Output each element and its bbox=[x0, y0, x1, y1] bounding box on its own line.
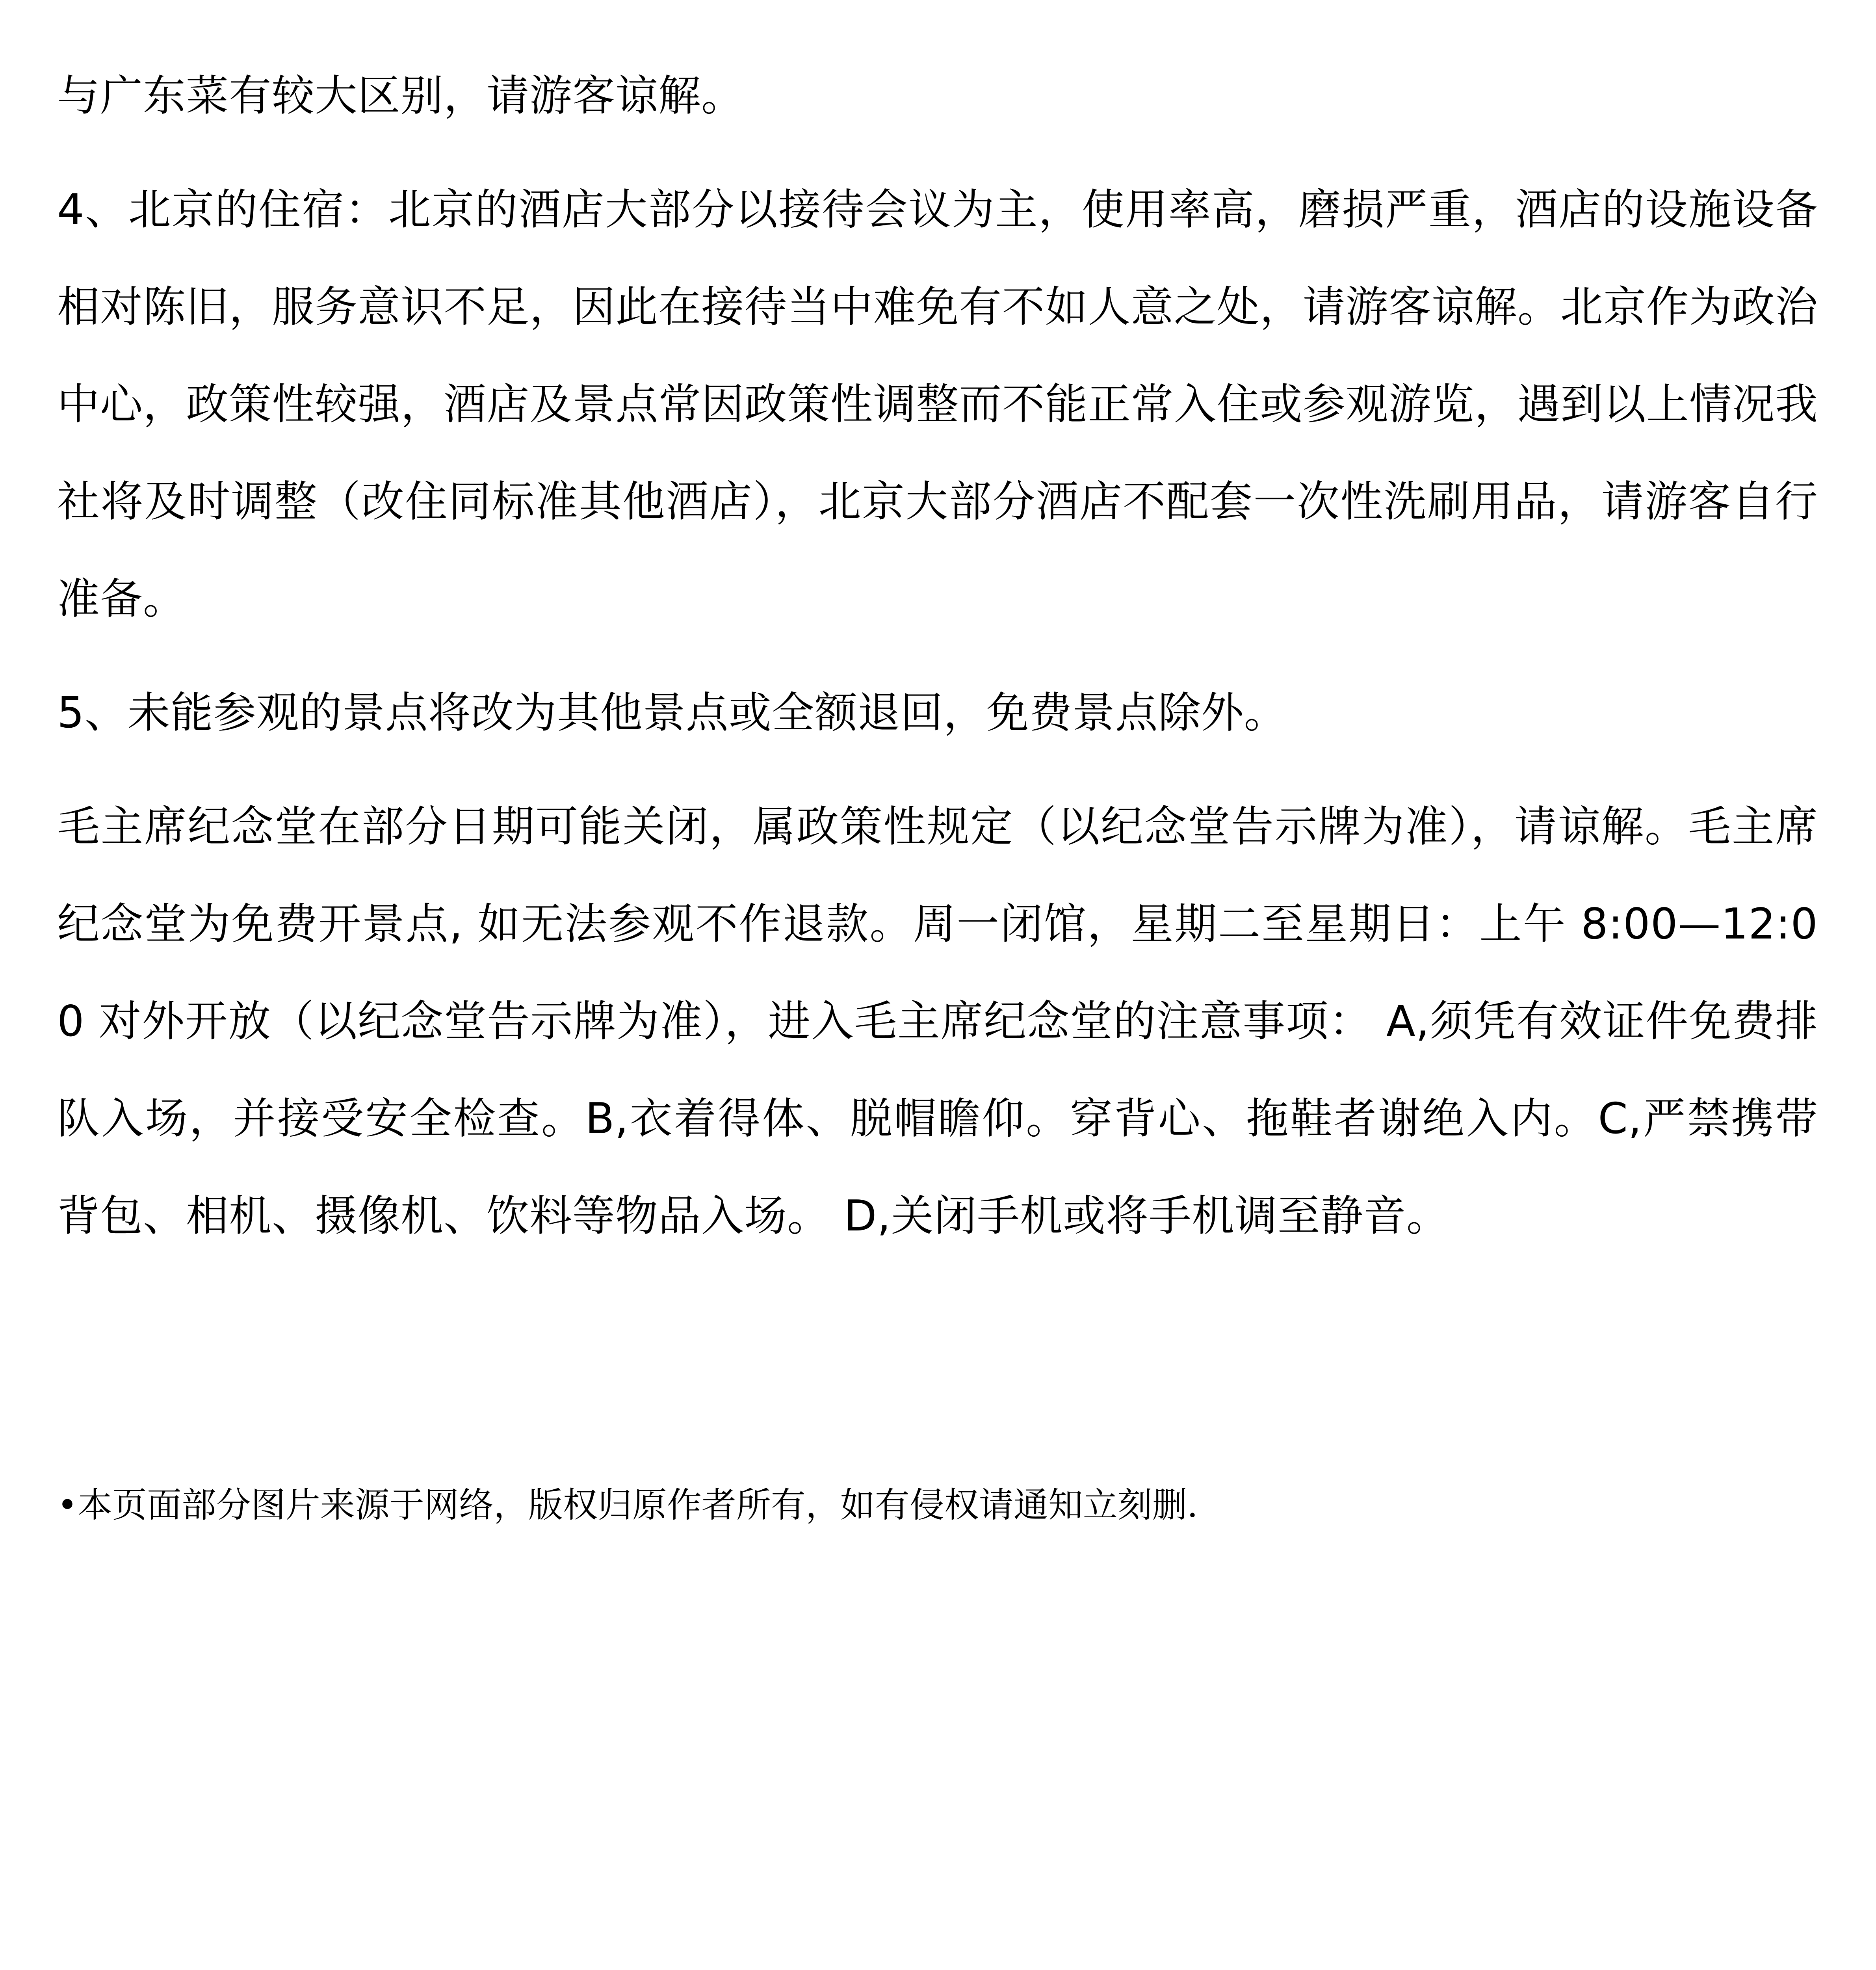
paragraph-attractions-refund: 5、未能参观的景点将改为其他景点或全额退回，免费景点除外。 bbox=[57, 688, 1287, 738]
document-body bbox=[57, 47, 1818, 1265]
copyright-footnote: •本页面部分图片来源于网络，版权归原作者所有，如有侵权请通知立刻删. bbox=[57, 1485, 1198, 1525]
paragraph-cuisine-note: 与广东菜有较大区别，请游客谅解。 bbox=[57, 71, 745, 121]
paragraph-accommodation: 4、北京的住宿：北京的酒店大部分以接待会议为主，使用率高，磨损严重，酒店的设施设备相对陈旧，服务意识不足，因此在接待当中难免有不如人意之处，请游客谅解。北京作为政治中心，政策性较强，酒店及景点常因政策性调整而不能正常入住或参观游览，遇到以上情况我社将及时调整（改住同标准其他酒店），北京大部分酒店不配套一次性洗刷用品，请游客自行准备。 bbox=[57, 185, 1818, 624]
paragraph-memorial-hall: 毛主席纪念堂在部分日期可能关闭，属政策性规定（以纪念堂告示牌为准），请谅解。毛主席纪念堂为免费开景点, 如无法参观不作退款。周一闭馆，星期二至星期日：上午 8:00—12:00 对外开放（以纪念堂告示牌为准），进入毛主席纪念堂的注意事项： A,须凭有效证件免费排队入场，并接受安全检查。B,衣着得体、脱帽瞻仰。穿背心、拖鞋者谢绝入内。C,严禁携带背包、相机、摄像机、饮料等物品入场。 D,关闭手机或将手机调至静音。 bbox=[57, 802, 1818, 1241]
